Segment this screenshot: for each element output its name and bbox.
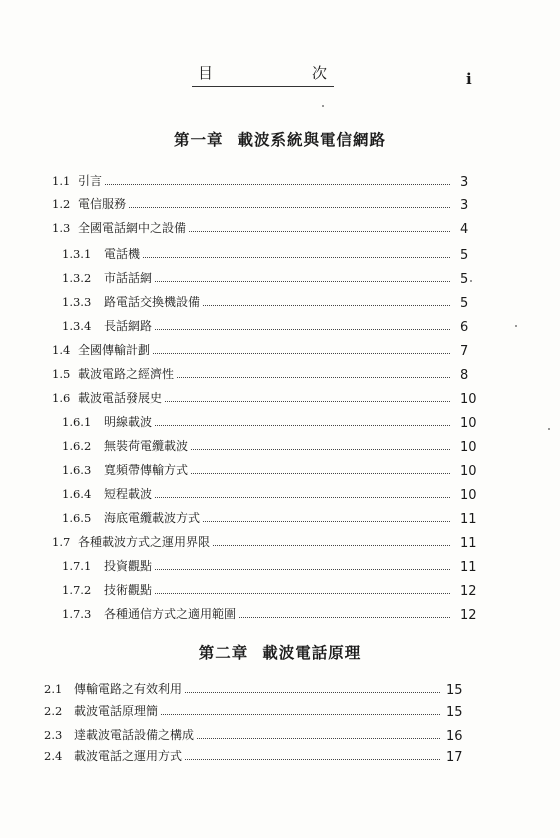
- toc-entry-page: 17: [446, 750, 463, 765]
- toc-entry: [0, 193, 560, 215]
- toc-entry: [0, 387, 560, 409]
- chapter-title: 載波系統與電信網路: [237, 130, 387, 149]
- toc-entry-title: 傳輸電路之有效利用: [74, 678, 184, 700]
- toc-entry-title: 無裝荷電纜載波: [104, 435, 190, 457]
- toc-entry-number: 1.7.3: [62, 607, 92, 621]
- toc-entry: [0, 603, 560, 625]
- toc-entry: [0, 217, 560, 239]
- toc-entry-number: 1.7.1: [62, 559, 92, 573]
- toc-entry-title: 市話話網: [104, 267, 154, 289]
- toc-entry-number: 1.4: [52, 343, 71, 357]
- toc-entry-number: 1.3.2: [62, 271, 92, 285]
- toc-entry-number: 2.3: [44, 728, 63, 742]
- toc-entry-page: 12: [460, 584, 477, 599]
- toc-entry: [0, 435, 560, 457]
- toc-entry-title: 電話機: [104, 243, 142, 265]
- toc-entry-number: 1.5: [52, 367, 71, 381]
- toc-entry: [0, 555, 560, 577]
- toc-entry-number: 1.7: [52, 535, 71, 549]
- toc-entry: [0, 243, 560, 265]
- toc-entry-number: 1.3.4: [62, 319, 92, 333]
- toc-entry-title: 達載波電話設備之構成: [74, 724, 196, 746]
- toc-entry-number: 1.3.1: [62, 247, 92, 261]
- toc-dot-leader: [104, 281, 450, 282]
- toc-entry-page: 5: [460, 248, 469, 263]
- toc-entry: [0, 411, 560, 433]
- toc-title: [198, 62, 328, 83]
- toc-entry-page: 3: [460, 175, 469, 190]
- toc-entry-title: 載波電話發展史: [78, 387, 164, 409]
- toc-title-char-1: 目: [198, 64, 215, 82]
- toc-entry: [0, 363, 560, 385]
- chapter-number: 第二章: [198, 643, 249, 662]
- toc-entry-number: 1.6.5: [62, 511, 92, 525]
- toc-entry-title: 全國傳輸計劃: [78, 339, 152, 361]
- toc-entry: [0, 459, 560, 481]
- chapter-heading-2: [0, 641, 560, 663]
- toc-entry-title: 長話網路: [104, 315, 154, 337]
- toc-entry-title: 電信服務: [78, 193, 128, 215]
- scan-speck: [322, 105, 324, 107]
- toc-dot-leader: [104, 569, 450, 570]
- toc-entry: [0, 291, 560, 313]
- toc-entry-page: 10: [460, 392, 477, 407]
- scan-speck: [515, 325, 517, 327]
- toc-entry: [0, 678, 560, 700]
- toc-dot-leader: [104, 257, 450, 258]
- toc-entry-page: 10: [460, 488, 477, 503]
- toc-entry-title: 載波電話原理簡: [74, 700, 160, 722]
- toc-entry: [0, 267, 560, 289]
- toc-dot-leader: [104, 497, 450, 498]
- toc-entry-page: 10: [460, 464, 477, 479]
- toc-entry-title: 海底電纜載波方式: [104, 507, 202, 529]
- toc-entry: [0, 483, 560, 505]
- toc-entry-page: 5: [460, 272, 469, 287]
- toc-entry-page: 11: [460, 536, 477, 551]
- toc-entry-page: 10: [460, 440, 477, 455]
- toc-entry-number: 1.2: [52, 197, 71, 211]
- toc-entry-number: 1.6.4: [62, 487, 92, 501]
- chapter-number: 第一章: [173, 130, 224, 149]
- toc-entry-page: 11: [460, 560, 477, 575]
- toc-entry: [0, 507, 560, 529]
- toc-entry-number: 1.6.1: [62, 415, 92, 429]
- toc-entry-number: 1.3: [52, 221, 71, 235]
- toc-entry-title: 投資觀點: [104, 555, 154, 577]
- toc-dot-leader: [78, 207, 450, 208]
- toc-entry-page: 10: [460, 416, 477, 431]
- toc-entry: [0, 315, 560, 337]
- toc-entry-page: 4: [460, 222, 469, 237]
- toc-entry-page: 15: [446, 683, 463, 698]
- toc-entry-number: 1.7.2: [62, 583, 92, 597]
- toc-entry-title: 載波電話之運用方式: [74, 745, 184, 767]
- toc-entry-page: 7: [460, 344, 469, 359]
- toc-dot-leader: [104, 329, 450, 330]
- toc-entry: [0, 170, 560, 192]
- toc-dot-leader: [104, 593, 450, 594]
- chapter-heading-1: [0, 128, 560, 150]
- chapter-title: 載波電話原理: [262, 643, 362, 662]
- toc-entry-page: 8: [460, 368, 469, 383]
- toc-entry: [0, 700, 560, 722]
- toc-entry-page: 15: [446, 705, 463, 720]
- toc-entry-page: 12: [460, 608, 477, 623]
- toc-dot-leader: [104, 425, 450, 426]
- toc-entry-title: 路電話交換機設備: [104, 291, 202, 313]
- toc-entry-page: 16: [446, 729, 463, 744]
- toc-dot-leader: [78, 184, 450, 185]
- toc-title-char-2: 次: [311, 64, 328, 82]
- toc-entry-number: 1.6.2: [62, 439, 92, 453]
- toc-entry-title: 全國電話網中之設備: [78, 217, 188, 239]
- toc-entry-number: 1.3.3: [62, 295, 92, 309]
- toc-entry-page: 11: [460, 512, 477, 527]
- toc-entry: [0, 579, 560, 601]
- toc-entry-title: 技術觀點: [104, 579, 154, 601]
- toc-entry-title: 各種通信方式之適用範圍: [104, 603, 238, 625]
- toc-entry-number: 2.2: [44, 704, 63, 718]
- toc-entry-page: 5: [460, 296, 469, 311]
- toc-entry-title: 寬頻帶傳輸方式: [104, 459, 190, 481]
- toc-entry: [0, 531, 560, 553]
- toc-entry-title: 短程載波: [104, 483, 154, 505]
- toc-entry-number: 2.1: [44, 682, 63, 696]
- toc-entry-title: 載波電路之經濟性: [78, 363, 176, 385]
- toc-entry-number: 2.4: [44, 749, 63, 763]
- toc-title-underline: [192, 86, 334, 87]
- toc-entry-number: 1.1: [52, 174, 71, 188]
- toc-entry-page: 3: [460, 198, 469, 213]
- toc-entry-number: 1.6: [52, 391, 71, 405]
- toc-entry: [0, 745, 560, 767]
- toc-entry-number: 1.6.3: [62, 463, 92, 477]
- scan-speck: [548, 428, 550, 430]
- toc-entry-page: 6: [460, 320, 469, 335]
- toc-entry-title: 各種載波方式之運用界限: [78, 531, 212, 553]
- toc-entry-title: 明線載波: [104, 411, 154, 433]
- page-number: i: [466, 70, 472, 88]
- toc-entry: [0, 339, 560, 361]
- toc-entry: [0, 724, 560, 746]
- page-header: [0, 0, 560, 100]
- scan-speck: [470, 280, 472, 282]
- toc-entry-title: 引言: [78, 170, 104, 192]
